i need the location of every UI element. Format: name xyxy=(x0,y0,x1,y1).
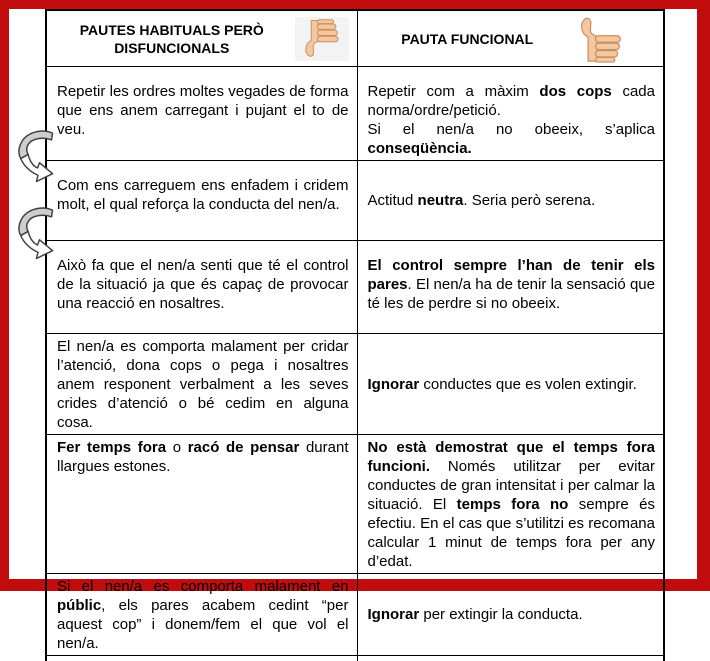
header-row xyxy=(46,10,664,67)
right-cell xyxy=(357,435,664,574)
right-cell xyxy=(357,656,664,661)
left-cell xyxy=(46,574,357,656)
cell-paragraph: Com ens carreguem ens enfadem i cridem molt, el qual reforça la conducta del nen/a. xyxy=(57,177,349,213)
cell-paragraph: El control sempre l’han de tenir els pares. El nen/a ha de tenir la sensació que té les de perdre si no obeeix. xyxy=(367,257,655,312)
curved-arrow-icon xyxy=(15,130,61,182)
left-cell xyxy=(46,241,357,334)
cell-paragraph: Fer temps fora o racó de pensar durant llargues estones. xyxy=(57,439,349,475)
right-cell xyxy=(357,161,664,241)
cell-paragraph: Ignorar conductes que es volen extingir. xyxy=(367,375,637,393)
header-dysfunctional-label xyxy=(49,21,295,57)
guidelines-table xyxy=(45,9,665,661)
table-row xyxy=(46,67,664,161)
cell-paragraph: No està demostrat que el temps fora funcioni. Només utilitzar per evitar conductes de gran intensitat i per calmar la situació. El temps fora no sempre és efectiu. En el cas que s’utilitzi es recomana calcular 1 minut de temps fora per any d’edat. xyxy=(367,439,655,570)
right-cell xyxy=(357,241,664,334)
curved-arrow-icon xyxy=(15,207,61,259)
right-cell xyxy=(357,67,664,161)
table-row xyxy=(46,574,664,656)
left-cell xyxy=(46,161,357,241)
thumbs-down-icon xyxy=(295,17,349,61)
cell-paragraph: Repetir com a màxim dos cops cada norma/ordre/petició. xyxy=(367,83,655,119)
right-cell xyxy=(357,334,664,435)
cell-paragraph: Repetir les ordres moltes vegades de forma que ens anem carregant i pujant el to de veu. xyxy=(57,83,349,138)
cell-paragraph: Això fa que el nen/a senti que té el control de la situació ja que és capaç de provocar una reacció en nosaltres. xyxy=(57,257,349,312)
header-dysfunctional xyxy=(46,10,357,67)
table-row xyxy=(46,241,664,334)
table-row xyxy=(46,161,664,241)
table-row-partial xyxy=(46,656,664,661)
cell-paragraph: Actitud neutra. Seria però serena. xyxy=(367,192,596,209)
left-cell xyxy=(46,67,357,161)
header-functional xyxy=(357,10,664,67)
right-cell xyxy=(357,574,664,656)
cell-paragraph: El nen/a es comporta malament per cridar l’atenció, dona cops o pega i nosaltres anem responent verbalment a les seves crides d’atenció o bé cedim en alguna cosa. xyxy=(57,338,349,431)
thumbs-up-icon xyxy=(575,13,627,65)
table-row xyxy=(46,435,664,574)
cell-paragraph: Si el nen/a no obeeix, s’aplica conseqüència. xyxy=(367,121,655,157)
cell-paragraph: Si el nen/a es comporta malament en públic, els pares acabem cedint “per aquest cop” i donem/fem el que vol el nen/a. xyxy=(57,578,349,652)
header-functional-label: PAUTA FUNCIONAL xyxy=(401,30,534,47)
left-cell xyxy=(46,334,357,435)
header-line2: DISFUNCIONALS xyxy=(114,39,230,56)
cell-paragraph: Ignorar per extingir la conducta. xyxy=(367,606,583,623)
header-line1: PAUTES HABITUALS PERÒ xyxy=(79,21,264,38)
left-cell xyxy=(46,435,357,574)
left-cell xyxy=(46,656,357,661)
table-row xyxy=(46,334,664,435)
